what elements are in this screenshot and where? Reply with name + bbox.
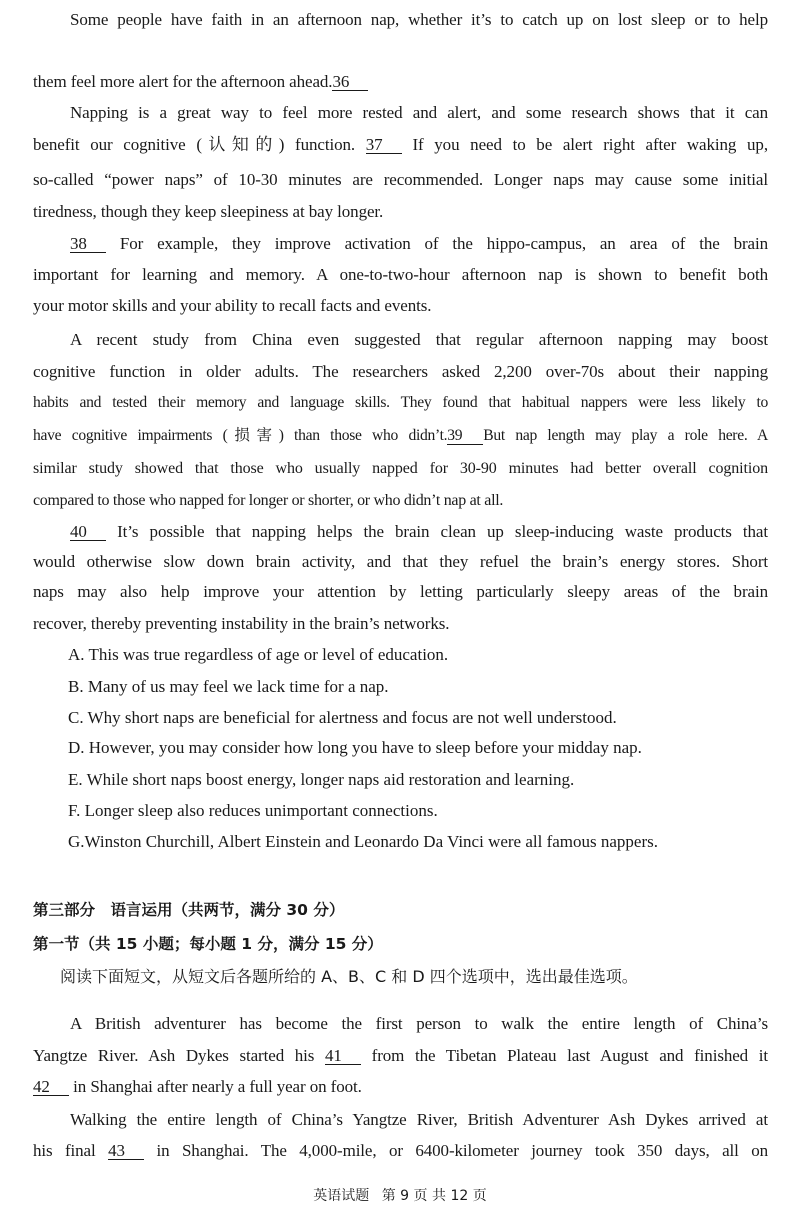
text: habits and tested their memory and language skills. They found that habitual nappers were less likely to [33,394,768,411]
footer-page-number: 第 9 页 共 12 页 [381,1188,487,1204]
text-line [33,552,768,572]
text-line [70,10,768,30]
blank-38: 38 [70,236,106,253]
text-line [70,234,768,254]
text: Walking the entire length of China’s Yangtze River, British Adventurer Ash Dykes arrived at [70,1110,768,1129]
text: A recent study from China even suggested that regular afternoon napping may boost [70,330,768,349]
option-e: E. While short naps boost energy, longer naps aid restoration and learning. [68,770,575,789]
text-line [33,426,768,446]
text: compared to those who napped for longer or shorter, or who didn’t nap at all. [33,492,504,509]
blank-41: 41 [325,1048,361,1065]
text: from the Tibetan Plateau last August and finished it [371,1046,768,1065]
text-line [70,1014,768,1034]
text-line [33,296,768,316]
text: Yangtze River. Ash Dykes started his [33,1046,315,1065]
option-c: C. Why short naps are beneficial for alertness and focus are not well understood. [68,708,617,727]
text: Some people have faith in an afternoon nap, whether it’s to catch up on lost sleep or to help [70,10,768,29]
blank-42: 42 [33,1079,69,1096]
text: them feel more alert for the afternoon ahead. [33,72,333,91]
text: It’s possible that napping helps the brain clean up sleep-inducing waste products that [117,522,768,541]
text: similar study showed that those who usually napped for 30-90 minutes had better overall cognition [33,460,768,477]
part-title: 第三部分 语言运用（共两节，满分 30 分） [33,901,345,919]
text: For example, they improve activation of the hippo-campus, an area of the brain [119,234,768,253]
blank-43: 43 [108,1143,144,1160]
blank-36: 36 [332,74,368,91]
text-line [33,393,768,413]
page-footer [0,1185,800,1205]
blank-39: 39 [447,428,483,445]
text: cognitive function in older adults. The researchers asked 2,200 over-70s about their napping [33,362,768,381]
text: benefit our cognitive (认知的) function. [33,135,356,154]
text-line [33,1046,768,1066]
option-b: B. Many of us may feel we lack time for a nap. [68,677,389,696]
text-line [33,582,768,602]
text-line [33,72,768,92]
text: in Shanghai. The 4,000-mile, or 6400-kilometer journey took 350 days, all on [156,1141,768,1160]
text-line [33,614,768,634]
text-line [33,1141,768,1161]
text: Napping is a great way to feel more rested and alert, and some research shows that it can [70,103,768,122]
option-a: A. This was true regardless of age or level of education. [68,645,449,664]
option-g: G.Winston Churchill, Albert Einstein and Leonardo Da Vinci were all famous nappers. [68,832,659,851]
text-line [70,330,768,350]
text-line [33,170,768,190]
text: so-called “power naps” of 10-30 minutes are recommended. Longer naps may cause some initial [33,170,768,189]
footer-subject: 英语试题 [313,1188,370,1204]
text: have cognitive impairments (损害) than those who didn’t. [33,427,448,444]
text-line [70,1110,768,1130]
text-line [33,1077,768,1097]
option-d: D. However, you may consider how long you have to sleep before your midday nap. [68,738,642,757]
text-line [33,265,768,285]
text: your motor skills and your ability to recall facts and events. [33,296,432,315]
text: A British adventurer has become the first person to walk the entire length of China’s [70,1014,768,1033]
text-line [70,103,768,123]
text-line [33,362,768,382]
text: If you need to be alert right after waking up, [412,135,768,154]
text: naps may also help improve your attention by letting particularly sleepy areas of the brain [33,582,768,601]
blank-40: 40 [70,524,106,541]
instruction: 阅读下面短文，从短文后各题所给的 A、B、C 和 D 四个选项中，选出最佳选项。 [60,967,638,986]
option-f: F. Longer sleep also reduces unimportant connections. [68,801,438,820]
text: in Shanghai after nearly a full year on foot. [73,1077,362,1096]
blank-37: 37 [366,137,402,154]
text-line [33,202,768,222]
text-line [33,459,768,479]
text: But nap length may play a role here. A [483,427,768,444]
text: tiredness, though they keep sleepiness at bay longer. [33,202,384,221]
section-title: 第一节（共 15 小题；每小题 1 分，满分 15 分） [33,935,383,953]
text: recover, thereby preventing instability in the brain’s networks. [33,614,450,633]
text-line [33,135,768,155]
text: important for learning and memory. A one-to-two-hour afternoon nap is shown to benefit both [33,265,768,284]
text: his final [33,1141,96,1160]
text-line [33,491,768,511]
text: would otherwise slow down brain activity, and that they refuel the brain’s energy stores. Short [33,552,768,571]
text-line [70,522,768,542]
